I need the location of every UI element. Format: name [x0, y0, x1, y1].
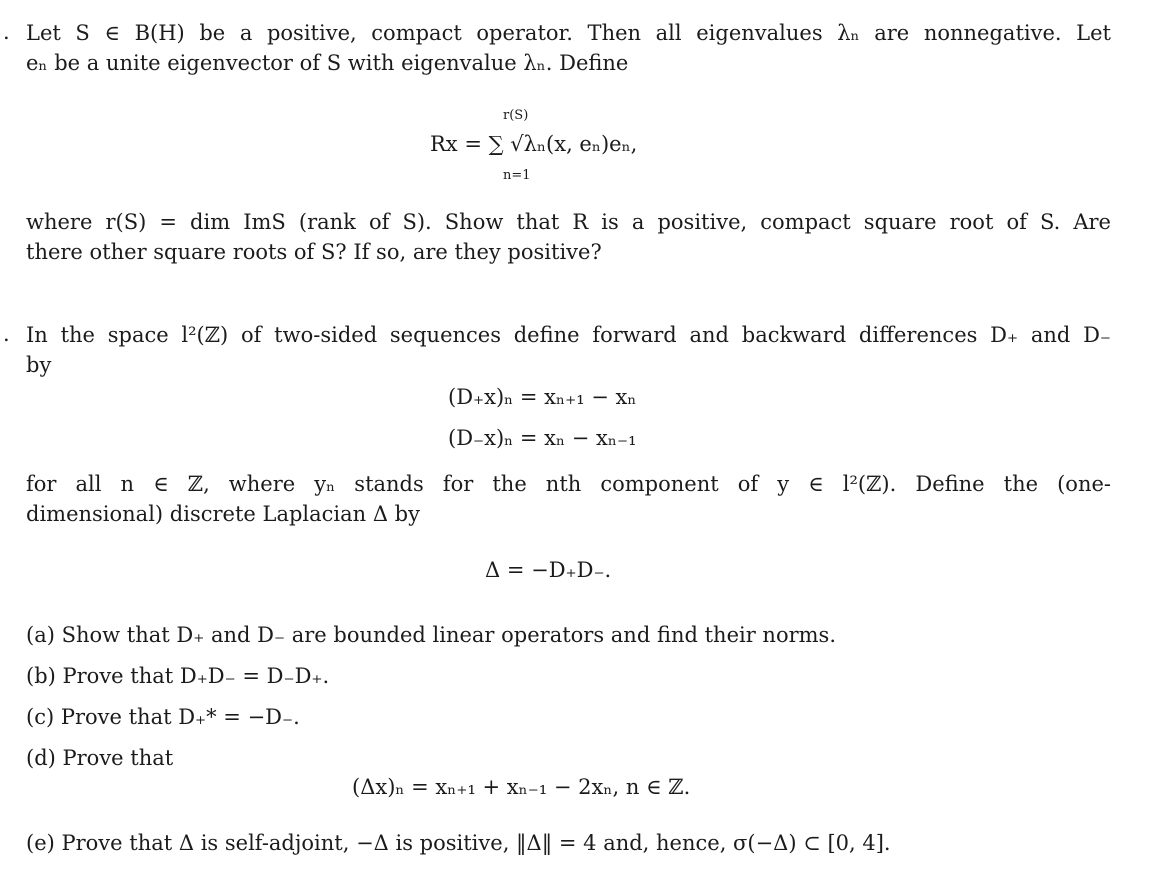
laplacian-component-equation: (Δx)ₙ = xₙ₊₁ + xₙ₋₁ − 2xₙ, n ∈ ℤ. — [352, 775, 691, 799]
problem2-line1: In the space l²(ℤ) of two-sided sequences define forward and backward differences D₊ and D₋ — [26, 323, 1111, 347]
problem2-line4: dimensional) discrete Laplacian Δ by — [26, 502, 420, 526]
part-d: (d) Prove that — [26, 746, 174, 770]
problem1-bullet: . — [3, 20, 10, 44]
problem1-line3: where r(S) = dim ImS (rank of S). Show that R is a positive, compact square root of S. Are — [26, 210, 1111, 234]
part-b: (b) Prove that D₊D₋ = D₋D₊. — [26, 664, 330, 688]
problem2-bullet: . — [3, 322, 10, 346]
part-c: (c) Prove that D₊* = −D₋. — [26, 705, 300, 729]
forward-difference-equation: (D₊x)ₙ = xₙ₊₁ − xₙ — [448, 385, 637, 409]
backward-difference-equation: (D₋x)ₙ = xₙ − xₙ₋₁ — [448, 426, 637, 450]
part-a: (a) Show that D₊ and D₋ are bounded linear operators and find their norms. — [26, 623, 836, 647]
sum-upper-limit: r(S) — [503, 108, 529, 123]
laplacian-definition-equation: Δ = −D₊D₋. — [485, 558, 612, 582]
sum-lower-limit: n=1 — [503, 168, 531, 183]
problem1-line2: eₙ be a unite eigenvector of S with eigenvalue λₙ. Define — [26, 51, 629, 75]
problem2-line2: by — [26, 353, 52, 377]
root-definition-equation: Rx = ∑ √λₙ(x, eₙ)eₙ, — [430, 132, 638, 156]
problem1-line4: there other square roots of S? If so, are they positive? — [26, 240, 602, 264]
part-e: (e) Prove that Δ is self-adjoint, −Δ is positive, ‖Δ‖ = 4 and, hence, σ(−Δ) ⊂ [0, 4]. — [26, 831, 891, 855]
problem1-line1: Let S ∈ B(H) be a positive, compact operator. Then all eigenvalues λₙ are nonnegative. Let — [26, 21, 1111, 45]
problem2-line3: for all n ∈ ℤ, where yₙ stands for the nth component of y ∈ l²(ℤ). Define the (one- — [26, 472, 1111, 496]
